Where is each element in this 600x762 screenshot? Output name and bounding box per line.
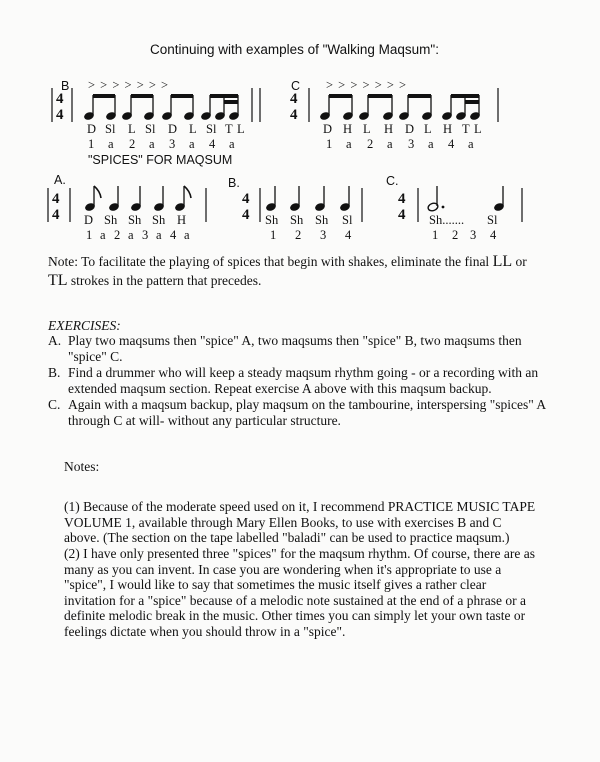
maqsum-b-label: B <box>61 79 70 93</box>
svg-text:4: 4 <box>398 191 406 207</box>
exercise-item: B. Find a drummer who will keep a steady maqsum rhythm going - or a recording with an extended maqsum section. Repeat exercise A above with this maqsum backup. <box>48 365 539 396</box>
spice-a-label: A. <box>54 173 66 187</box>
maqsum-b-notation <box>52 88 260 123</box>
notes-paragraph-1: (1) Because of the moderate speed used on it, I recommend PRACTICE MUSIC TAPE VOLUME 1, available through Mary Ellen Books, to use with exercises B and C above. (The section on the tape labelled "baladi" can be used to practice maqsum.) <box>64 499 536 545</box>
svg-text:4: 4 <box>52 191 60 207</box>
exercise-item: A. Play two maqsums then "spice" A, two maqsums then "spice" B, two maqsums then "spice" C. <box>48 333 522 364</box>
svg-text:4: 4 <box>398 207 406 223</box>
svg-text:4: 4 <box>290 107 298 123</box>
notes-paragraph-2: (2) I have only presented three "spices" for the maqsum rhythm. Of course, there are as many as you can invent. In case you are wondering when it's appropriate to use a "spice", I would like to say that sometimes the music itself gives a rather clear invitation for a "spice" because of a melodic note sustained at the end of a phrase or a definite melodic break in the music. Other times you can simply let your own taste or feelings dictate when you should throw in a "spice". <box>64 546 535 639</box>
spice-c-label: C. <box>386 174 399 188</box>
exercises-heading: EXERCISES: <box>48 318 121 333</box>
svg-text:4: 4 <box>56 107 64 123</box>
maqsum-b-accents: > > > > > > > <box>88 78 170 92</box>
svg-text:4: 4 <box>52 207 60 223</box>
spices-heading: "SPICES" FOR MAQSUM <box>88 153 233 167</box>
exercises-list <box>48 333 548 429</box>
svg-text:4: 4 <box>56 91 64 107</box>
note-paragraph: Note: To facilitate the playing of spices that begin with shakes, eliminate the final LL or TL strokes in the pattern that precedes. <box>48 253 527 289</box>
maqsum-c-label: C <box>291 79 301 93</box>
exercise-item: C. Again with a maqsum backup, play maqsum on the tambourine, interspersing "spices" A through C at will- without any particular structure. <box>48 397 546 428</box>
svg-text:4: 4 <box>290 91 298 107</box>
maqsum-c-accents: > > > > > > > <box>326 78 408 92</box>
page-title: Continuing with examples of "Walking Maqsum": <box>150 42 439 57</box>
maqsum-c-notation <box>290 88 498 123</box>
svg-text:4: 4 <box>242 191 250 207</box>
notes-heading: Notes: <box>64 459 100 474</box>
svg-text:4: 4 <box>242 207 250 223</box>
spice-b-label: B. <box>228 176 240 190</box>
